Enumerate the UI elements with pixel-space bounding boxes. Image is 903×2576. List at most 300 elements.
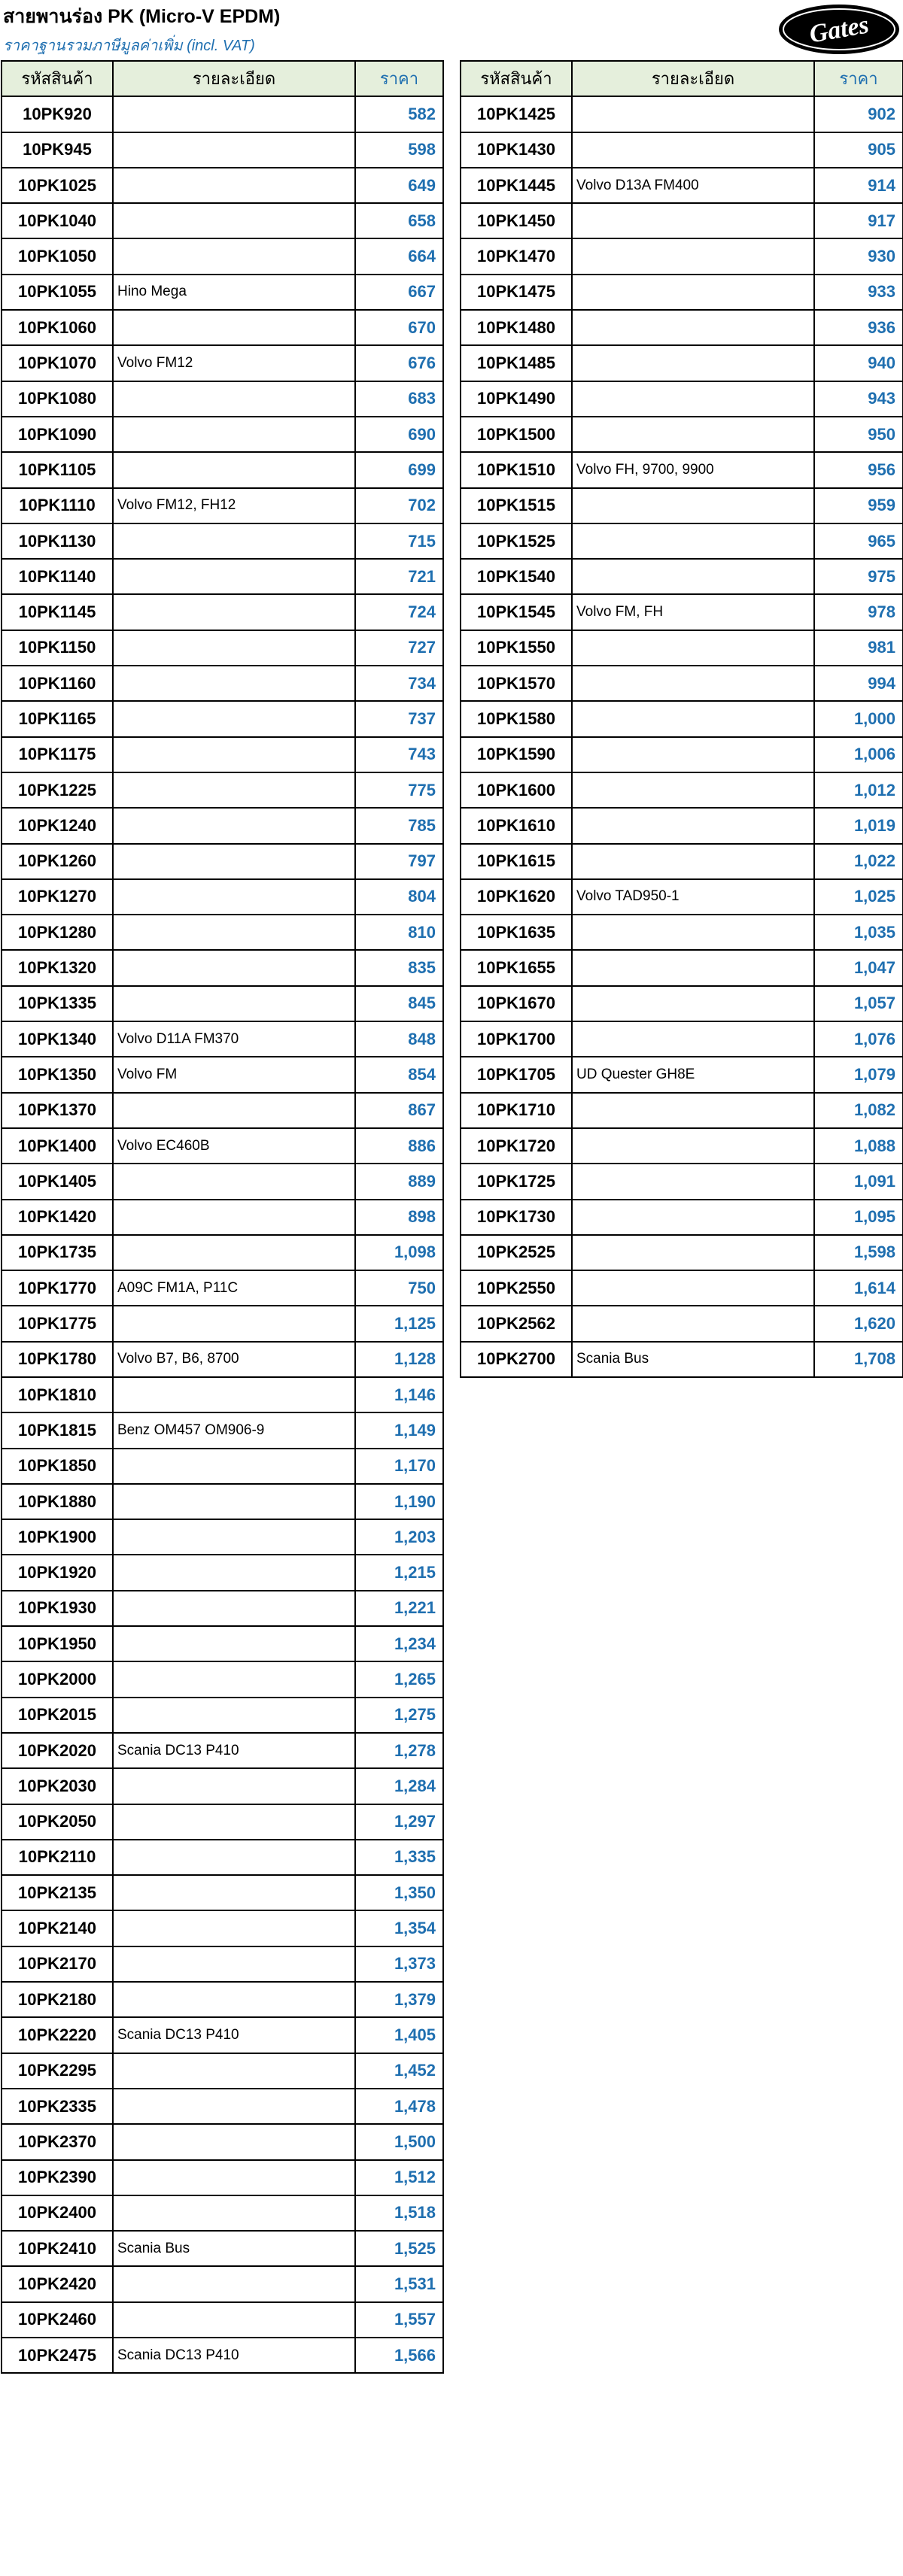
table-row: [2, 1057, 443, 1092]
column-header-code: รหัสสินค้า: [461, 61, 572, 96]
table-row: [461, 559, 903, 594]
table-row: [461, 594, 903, 630]
description-cell: [113, 1768, 355, 1804]
price-cell: 1,076: [814, 1021, 903, 1057]
description-cell: [572, 488, 814, 523]
description-cell: [572, 1128, 814, 1164]
price-cell: 1,057: [814, 986, 903, 1021]
table-row: [2, 630, 443, 666]
table-row: [2, 986, 443, 1021]
description-cell: [572, 417, 814, 452]
product-code-cell: 10PK1270: [2, 879, 113, 915]
price-cell: 1,598: [814, 1235, 903, 1270]
description-cell: [113, 2195, 355, 2231]
product-code-cell: 10PK2000: [2, 1661, 113, 1697]
description-cell: [113, 1164, 355, 1199]
product-code-cell: 10PK1175: [2, 737, 113, 772]
product-code-cell: 10PK2050: [2, 1804, 113, 1840]
product-code-cell: 10PK1025: [2, 168, 113, 203]
product-code-cell: 10PK1080: [2, 381, 113, 417]
table-row: [2, 1555, 443, 1590]
table-row: [2, 1412, 443, 1448]
price-cell: 775: [355, 772, 443, 808]
price-cell: 845: [355, 986, 443, 1021]
product-code-cell: 10PK1810: [2, 1377, 113, 1412]
price-cell: 933: [814, 275, 903, 310]
table-row: [461, 1200, 903, 1235]
product-code-cell: 10PK2295: [2, 2053, 113, 2089]
product-code-cell: 10PK2550: [461, 1270, 572, 1306]
table-row: [2, 275, 443, 310]
price-cell: 848: [355, 1021, 443, 1057]
product-code-cell: 10PK2410: [2, 2231, 113, 2266]
column-header-description: รายละเอียด: [113, 61, 355, 96]
table-row: [2, 488, 443, 523]
price-cell: 727: [355, 630, 443, 666]
price-cell: 699: [355, 452, 443, 487]
description-cell: [113, 737, 355, 772]
product-code-cell: 10PK1280: [2, 915, 113, 950]
table-row: [461, 1057, 903, 1092]
product-code-cell: 10PK1920: [2, 1555, 113, 1590]
description-cell: [113, 2124, 355, 2159]
description-cell: [572, 1021, 814, 1057]
table-row: [461, 808, 903, 843]
price-cell: 936: [814, 310, 903, 345]
table-row: [461, 345, 903, 381]
description-cell: [572, 772, 814, 808]
product-code-cell: 10PK1600: [461, 772, 572, 808]
price-cell: 1,566: [355, 2338, 443, 2373]
product-code-cell: 10PK1430: [461, 132, 572, 168]
product-code-cell: 10PK1445: [461, 168, 572, 203]
description-cell: [113, 1946, 355, 1982]
product-code-cell: 10PK2370: [2, 2124, 113, 2159]
table-row: [2, 2053, 443, 2089]
table-row: [2, 2089, 443, 2124]
description-cell: [113, 701, 355, 736]
price-cell: 724: [355, 594, 443, 630]
product-code-cell: 10PK2400: [2, 2195, 113, 2231]
description-cell: Scania DC13 P410: [113, 2017, 355, 2053]
description-cell: [113, 168, 355, 203]
price-cell: 1,025: [814, 879, 903, 915]
table-row: [2, 950, 443, 985]
table-row: [461, 168, 903, 203]
product-code-cell: 10PK1510: [461, 452, 572, 487]
table-row: [461, 238, 903, 274]
table-row: [461, 701, 903, 736]
table-row: [461, 986, 903, 1021]
price-cell: 943: [814, 381, 903, 417]
price-cell: 737: [355, 701, 443, 736]
product-code-cell: 10PK1335: [2, 986, 113, 1021]
product-code-cell: 10PK945: [2, 132, 113, 168]
price-cell: 785: [355, 808, 443, 843]
price-cell: 1,531: [355, 2266, 443, 2301]
product-code-cell: 10PK1725: [461, 1164, 572, 1199]
price-cell: 1,234: [355, 1626, 443, 1661]
price-cell: 664: [355, 238, 443, 274]
product-code-cell: 10PK1145: [2, 594, 113, 630]
price-cell: 797: [355, 844, 443, 879]
price-cell: 854: [355, 1057, 443, 1092]
price-cell: 981: [814, 630, 903, 666]
price-cell: 1,335: [355, 1840, 443, 1875]
price-cell: 1,149: [355, 1412, 443, 1448]
product-code-cell: 10PK2015: [2, 1698, 113, 1733]
gates-logo-text: Gates: [807, 11, 871, 49]
product-code-cell: 10PK1730: [461, 1200, 572, 1235]
description-cell: [572, 630, 814, 666]
table-row: [461, 844, 903, 879]
description-cell: [113, 96, 355, 132]
product-code-cell: 10PK2140: [2, 1910, 113, 1946]
table-header-row: [2, 61, 443, 96]
description-cell: [113, 1200, 355, 1235]
product-code-cell: 10PK1060: [2, 310, 113, 345]
price-cell: 743: [355, 737, 443, 772]
product-code-cell: 10PK1540: [461, 559, 572, 594]
description-cell: [113, 417, 355, 452]
price-cell: 810: [355, 915, 443, 950]
description-cell: [113, 1484, 355, 1519]
table-header-row: [461, 61, 903, 96]
description-cell: [113, 772, 355, 808]
table-row: [461, 950, 903, 985]
product-code-cell: 10PK1815: [2, 1412, 113, 1448]
product-code-cell: 10PK1705: [461, 1057, 572, 1092]
product-code-cell: 10PK2420: [2, 2266, 113, 2301]
price-table-right: [460, 60, 903, 1378]
product-code-cell: 10PK1710: [461, 1093, 572, 1128]
description-cell: [113, 1555, 355, 1590]
table-row: [461, 452, 903, 487]
description-cell: [113, 1377, 355, 1412]
description-cell: [572, 238, 814, 274]
price-cell: 1,128: [355, 1342, 443, 1377]
price-cell: 1,284: [355, 1768, 443, 1804]
price-cell: 1,350: [355, 1875, 443, 1910]
table-row: [2, 559, 443, 594]
description-cell: [113, 1661, 355, 1697]
table-row: [2, 2338, 443, 2373]
product-code-cell: 10PK1515: [461, 488, 572, 523]
product-code-cell: 10PK1320: [2, 950, 113, 985]
product-code-cell: 10PK1525: [461, 523, 572, 559]
table-row: [2, 1733, 443, 1768]
description-cell: Volvo EC460B: [113, 1128, 355, 1164]
description-cell: [572, 203, 814, 238]
description-cell: [113, 238, 355, 274]
table-row: [461, 96, 903, 132]
table-row: [461, 772, 903, 808]
product-code-cell: 10PK1405: [2, 1164, 113, 1199]
product-code-cell: 10PK1480: [461, 310, 572, 345]
description-cell: [113, 808, 355, 843]
product-code-cell: 10PK2335: [2, 2089, 113, 2124]
table-row: [461, 1093, 903, 1128]
table-row: [2, 879, 443, 915]
price-cell: 1,620: [814, 1306, 903, 1341]
product-code-cell: 10PK1880: [2, 1484, 113, 1519]
price-cell: 886: [355, 1128, 443, 1164]
price-cell: 1,614: [814, 1270, 903, 1306]
table-row: [461, 879, 903, 915]
table-row: [2, 1021, 443, 1057]
table-row: [461, 1021, 903, 1057]
price-cell: 1,405: [355, 2017, 443, 2053]
table-row: [2, 808, 443, 843]
description-cell: [572, 701, 814, 736]
product-code-cell: 10PK2030: [2, 1768, 113, 1804]
table-row: [461, 737, 903, 772]
price-cell: 1,379: [355, 1982, 443, 2017]
product-code-cell: 10PK1225: [2, 772, 113, 808]
table-row: [461, 915, 903, 950]
table-row: [2, 345, 443, 381]
description-cell: [572, 381, 814, 417]
table-row: [461, 310, 903, 345]
product-code-cell: 10PK1700: [461, 1021, 572, 1057]
price-cell: 1,079: [814, 1057, 903, 1092]
product-code-cell: 10PK1450: [461, 203, 572, 238]
product-code-cell: 10PK1165: [2, 701, 113, 736]
description-cell: [113, 559, 355, 594]
description-cell: [113, 2302, 355, 2338]
description-cell: [113, 1875, 355, 1910]
product-code-cell: 10PK2562: [461, 1306, 572, 1341]
table-row: [2, 1449, 443, 1484]
price-cell: 750: [355, 1270, 443, 1306]
price-cell: 1,006: [814, 737, 903, 772]
table-row: [2, 132, 443, 168]
product-code-cell: 10PK2170: [2, 1946, 113, 1982]
price-cell: 1,098: [355, 1235, 443, 1270]
description-cell: Volvo TAD950-1: [572, 879, 814, 915]
product-code-cell: 10PK1930: [2, 1591, 113, 1626]
description-cell: [572, 1093, 814, 1128]
description-cell: [572, 1235, 814, 1270]
table-row: [2, 1270, 443, 1306]
description-cell: [572, 950, 814, 985]
gates-logo: [775, 2, 903, 57]
table-row: [2, 1768, 443, 1804]
price-cell: 1,146: [355, 1377, 443, 1412]
description-cell: [572, 275, 814, 310]
description-cell: [572, 1306, 814, 1341]
price-cell: 721: [355, 559, 443, 594]
table-row: [2, 666, 443, 701]
product-code-cell: 10PK1580: [461, 701, 572, 736]
product-code-cell: 10PK1140: [2, 559, 113, 594]
table-row: [2, 2124, 443, 2159]
table-row: [461, 381, 903, 417]
price-cell: 1,170: [355, 1449, 443, 1484]
description-cell: [113, 666, 355, 701]
column-header-price: ราคา: [355, 61, 443, 96]
description-cell: [572, 844, 814, 879]
table-row: [2, 1804, 443, 1840]
table-row: [461, 1128, 903, 1164]
product-code-cell: 10PK1340: [2, 1021, 113, 1057]
description-cell: UD Quester GH8E: [572, 1057, 814, 1092]
product-code-cell: 10PK2180: [2, 1982, 113, 2017]
table-row: [2, 1591, 443, 1626]
price-cell: 1,215: [355, 1555, 443, 1590]
table-row: [2, 417, 443, 452]
description-cell: [572, 523, 814, 559]
table-row: [2, 1306, 443, 1341]
product-code-cell: 10PK1950: [2, 1626, 113, 1661]
table-row: [461, 1235, 903, 1270]
description-cell: Scania Bus: [572, 1342, 814, 1377]
description-cell: Scania DC13 P410: [113, 2338, 355, 2373]
table-row: [2, 452, 443, 487]
product-code-cell: 10PK1615: [461, 844, 572, 879]
product-code-cell: 10PK2110: [2, 1840, 113, 1875]
description-cell: [572, 1200, 814, 1235]
price-cell: 965: [814, 523, 903, 559]
table-row: [2, 1128, 443, 1164]
product-code-cell: 10PK1620: [461, 879, 572, 915]
product-code-cell: 10PK2390: [2, 2160, 113, 2195]
product-code-cell: 10PK1900: [2, 1519, 113, 1555]
price-cell: 1,091: [814, 1164, 903, 1199]
description-cell: [113, 1093, 355, 1128]
price-cell: 867: [355, 1093, 443, 1128]
price-cell: 1,500: [355, 2124, 443, 2159]
table-row: [2, 310, 443, 345]
price-cell: 1,297: [355, 1804, 443, 1840]
table-row: [2, 1519, 443, 1555]
price-cell: 902: [814, 96, 903, 132]
product-code-cell: 10PK2220: [2, 2017, 113, 2053]
table-row: [2, 701, 443, 736]
product-code-cell: 10PK1545: [461, 594, 572, 630]
product-code-cell: 10PK1370: [2, 1093, 113, 1128]
description-cell: [113, 1910, 355, 1946]
description-cell: [572, 986, 814, 1021]
product-code-cell: 10PK1130: [2, 523, 113, 559]
price-cell: 950: [814, 417, 903, 452]
price-cell: 702: [355, 488, 443, 523]
price-cell: 978: [814, 594, 903, 630]
product-code-cell: 10PK1350: [2, 1057, 113, 1092]
price-cell: 1,047: [814, 950, 903, 985]
price-cell: 1,525: [355, 2231, 443, 2266]
price-cell: 582: [355, 96, 443, 132]
price-cell: 1,354: [355, 1910, 443, 1946]
product-code-cell: 10PK1160: [2, 666, 113, 701]
table-row: [2, 2160, 443, 2195]
description-cell: [113, 1519, 355, 1555]
table-row: [2, 96, 443, 132]
description-cell: [113, 1698, 355, 1733]
product-code-cell: 10PK1070: [2, 345, 113, 381]
table-row: [2, 1910, 443, 1946]
description-cell: [572, 1164, 814, 1199]
product-code-cell: 10PK1090: [2, 417, 113, 452]
table-row: [2, 1235, 443, 1270]
price-cell: 676: [355, 345, 443, 381]
table-row: [2, 1982, 443, 2017]
product-code-cell: 10PK1720: [461, 1128, 572, 1164]
description-cell: [572, 132, 814, 168]
table-row: [461, 132, 903, 168]
product-code-cell: 10PK1400: [2, 1128, 113, 1164]
price-cell: 975: [814, 559, 903, 594]
description-cell: Volvo FM12, FH12: [113, 488, 355, 523]
price-cell: 905: [814, 132, 903, 168]
price-cell: 598: [355, 132, 443, 168]
description-cell: [113, 2266, 355, 2301]
table-row: [2, 1342, 443, 1377]
description-cell: [113, 1982, 355, 2017]
price-cell: 1,088: [814, 1128, 903, 1164]
description-cell: [113, 452, 355, 487]
table-row: [2, 1200, 443, 1235]
table-row: [461, 523, 903, 559]
description-cell: [572, 1270, 814, 1306]
table-row: [2, 844, 443, 879]
column-header-description: รายละเอียด: [572, 61, 814, 96]
product-code-cell: 10PK1420: [2, 1200, 113, 1235]
product-code-cell: 10PK1105: [2, 452, 113, 487]
price-cell: 940: [814, 345, 903, 381]
price-cell: 1,708: [814, 1342, 903, 1377]
price-cell: 889: [355, 1164, 443, 1199]
price-cell: 1,035: [814, 915, 903, 950]
product-code-cell: 10PK1425: [461, 96, 572, 132]
product-code-cell: 10PK2475: [2, 2338, 113, 2373]
product-code-cell: 10PK1470: [461, 238, 572, 274]
table-row: [461, 1164, 903, 1199]
table-row: [2, 2195, 443, 2231]
table-row: [2, 1698, 443, 1733]
table-row: [461, 417, 903, 452]
description-cell: Hino Mega: [113, 275, 355, 310]
table-row: [2, 1946, 443, 1982]
table-row: [461, 203, 903, 238]
description-cell: Scania Bus: [113, 2231, 355, 2266]
price-cell: 1,019: [814, 808, 903, 843]
vat-note: ราคาฐานรวมภาษีมูลค่าเพิ่ม (incl. VAT): [3, 38, 255, 54]
table-row: [2, 1484, 443, 1519]
description-cell: [113, 2089, 355, 2124]
description-cell: [572, 96, 814, 132]
price-cell: 994: [814, 666, 903, 701]
description-cell: [113, 1626, 355, 1661]
description-cell: [113, 879, 355, 915]
product-code-cell: 10PK1150: [2, 630, 113, 666]
description-cell: [113, 1306, 355, 1341]
price-cell: 1,373: [355, 1946, 443, 1982]
price-cell: 658: [355, 203, 443, 238]
table-row: [461, 630, 903, 666]
description-cell: [113, 844, 355, 879]
price-cell: 1,012: [814, 772, 903, 808]
price-cell: 917: [814, 203, 903, 238]
table-row: [461, 488, 903, 523]
description-cell: [572, 666, 814, 701]
table-row: [2, 2231, 443, 2266]
description-cell: Scania DC13 P410: [113, 1733, 355, 1768]
product-code-cell: 10PK1040: [2, 203, 113, 238]
description-cell: [113, 1840, 355, 1875]
description-cell: [113, 630, 355, 666]
description-cell: [113, 310, 355, 345]
